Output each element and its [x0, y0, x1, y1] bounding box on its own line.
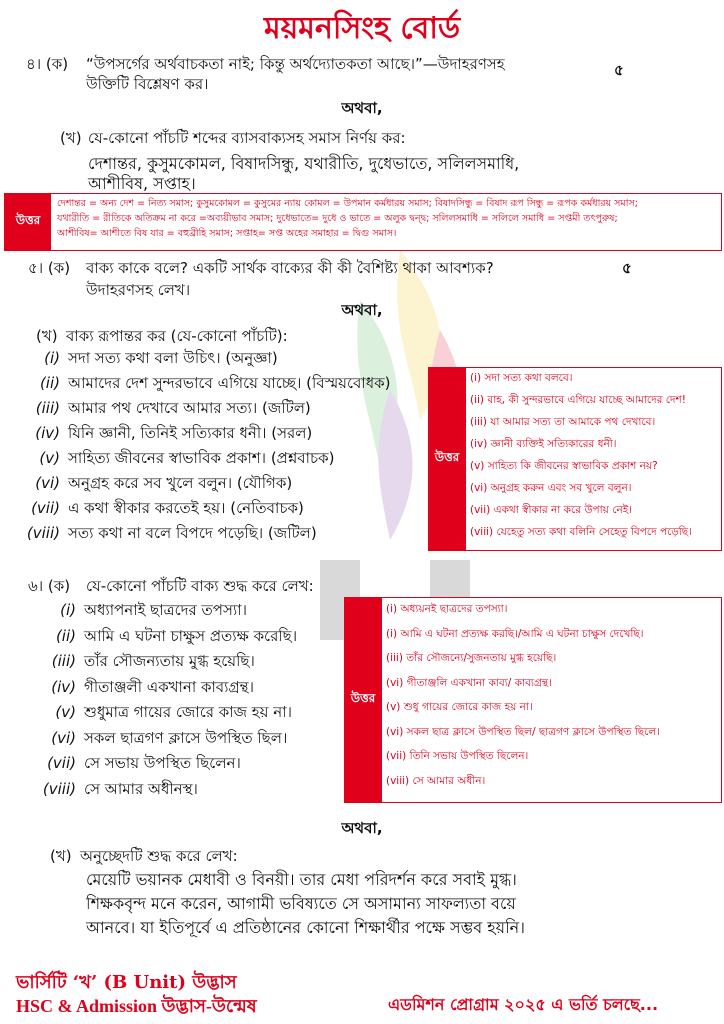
q4b-words-line2: আশীবিষ, সপ্তাহ।	[88, 174, 196, 193]
list-item	[24, 498, 434, 523]
answer-label: উত্তর	[345, 598, 381, 802]
list-item	[40, 677, 350, 703]
footer-varsity-label: ভার্সিটি ‘খ’ (B Unit) উদ্ভাস	[16, 972, 237, 993]
paragraph-line: শিক্ষকবৃন্দ মনে করেন, আগামী ভবিষ্যতে সে অসামান্য সাফল্যতা বয়ে	[86, 894, 516, 913]
q4a-text: “উপসর্গের অর্থবাচকতা নাই; কিন্তু অর্থদ্যোতকতা আছে।”—উদাহরণসহ উক্তিটি বিশ্লেষণ কর।	[86, 55, 505, 93]
answer-item: (iii) তাঁর সৌজন্যে/সুজনতায় মুগ্ধ হয়েছি।	[386, 652, 557, 664]
footer-hsc-label: HSC & Admission উদ্ভাস-উন্মেষ	[16, 996, 257, 1016]
answer-item: (vi) গীতাঞ্জলি একখানা কাব্য/ কাব্যগ্রন্থ।	[386, 676, 552, 689]
q5-answer-box	[428, 367, 722, 551]
q6b-number: (খ)	[50, 847, 72, 865]
answer-item: (ii) বাহ, কী সুন্দরভাবে এগিয়ে যাচ্ছে আমাদের দেশ!	[470, 394, 686, 406]
list-item	[40, 753, 350, 779]
answer-item: (iii) যা আমার সত্য তা আমাকে পথ দেখাবে।	[470, 416, 656, 428]
item-number: (vii)	[31, 499, 60, 517]
item-text: যিনি জ্ঞানী, তিনিই সত্যিকার ধনী। (সরল)	[68, 424, 313, 442]
answer-item: (v) শুধু গায়ের জোরে কাজ হয় না।	[386, 701, 533, 713]
item-number: (vii)	[47, 754, 76, 772]
or-label: অথবা,	[341, 99, 383, 117]
q6b-paragraph	[86, 868, 686, 940]
q6a-text: যে-কোনো পাঁচটি বাক্য শুদ্ধ করে লেখ:	[86, 577, 314, 595]
list-item	[24, 448, 434, 473]
item-number: (vi)	[51, 728, 76, 747]
q5b-text: বাক্য রূপান্তর কর (যে-কোনো পাঁচটি):	[66, 327, 288, 345]
item-number: (i)	[44, 349, 60, 367]
item-number: (viii)	[26, 524, 60, 542]
q4-answer-line: আশীবিষ= আশীতে বিষ যার = বহুব্রীহি সমাস; সপ্তাহ= সপ্ত অহের সমাহার = দ্বিগু সমাস।	[57, 228, 397, 239]
item-number: (v)	[39, 449, 60, 467]
item-number: (ii)	[55, 626, 76, 645]
item-text: সে আমার অধীনস্থ।	[84, 779, 198, 798]
paragraph-line: আনবে। যা ইতিপূর্বে এ প্রতিষ্ঠানের কোনো শিক্ষার্থীর পক্ষে সম্ভব হয়নি।	[86, 918, 525, 937]
q4-answer-box	[4, 193, 722, 251]
list-item	[40, 728, 350, 754]
answer-item: (vii) একথা স্বীকার না করে উপায় নেই।	[470, 504, 632, 516]
q6-items-list	[40, 600, 350, 804]
footer-admission-banner: এডমিশন প্রোগ্রাম ২০২৫ এ ভর্তি চলছে...	[388, 995, 659, 1014]
item-text: অধ্যাপনাই ছাত্রদের তপস্যা।	[84, 601, 247, 619]
q4b-words-line1: দেশান্তর, কুসুমকোমল, বিষাদসিন্ধু, যথারীতি, দুধেভাতে, সলিলসমাধি,	[88, 154, 520, 173]
item-text: আমার পথ দেখাবে আমার সত্য। (জটিল)	[68, 399, 311, 417]
item-number: (i)	[60, 601, 76, 619]
answer-item: (i) সদা সত্য কথা বলবে।	[470, 372, 573, 384]
or-label: অথবা,	[341, 301, 383, 319]
item-text: সাহিত্য জীবনের স্বাভাবিক প্রকাশ। (প্রশ্নবাচক)	[68, 449, 335, 467]
item-text: অনুগ্রহ করে সব খুলে বলুন। (যৌগিক)	[68, 474, 293, 492]
item-number: (iii)	[51, 652, 76, 670]
answer-item: (iv) জ্ঞানী ব্যক্তিই সত্যিকারের ধনী।	[470, 438, 617, 450]
q6-answer-box	[344, 597, 722, 803]
q6a-number: ৬। (ক)	[28, 577, 71, 595]
answer-item: (vi) সকল ছাত্র ক্লাসে উপস্থিত ছিল/ ছাত্রগণ ক্লাসে উপস্থিত ছিলে।	[386, 725, 660, 738]
answer-item: (viii) সে আমার অধীন।	[386, 774, 486, 787]
item-text: আমাদের দেশ সুন্দরভাবে এগিয়ে যাচ্ছে। (বিস্ময়বোধক)	[68, 374, 391, 392]
answer-item: (vi) অনুগ্রহ করুন এবং সব খুলে বলুন।	[470, 482, 632, 494]
item-text: সকল ছাত্রগণ ক্লাসে উপস্থিত ছিল।	[84, 728, 288, 747]
item-text: সত্য কথা না বলে বিপদে পড়েছি। (জটিল)	[68, 524, 317, 542]
q5-answer-list	[465, 368, 696, 550]
q5a-marks: ৫	[622, 259, 632, 277]
list-item	[40, 651, 350, 677]
paragraph-line: মেয়েটি ভয়ানক মেধাবী ও বিনয়ী। তার মেধা পরিদর্শন করে সবাই মুগ্ধ।	[86, 870, 517, 889]
answer-item: (v) সাহিত্য কি জীবনের স্বাভাবিক প্রকাশ নয়?	[470, 460, 658, 472]
item-text: তাঁর সৌজন্যতায় মুগ্ধ হয়েছি।	[84, 652, 255, 670]
item-number: (iv)	[35, 424, 60, 442]
item-number: (viii)	[42, 779, 76, 798]
item-text: আমি এ ঘটনা চাক্ষুস প্রত্যক্ষ করেছি।	[84, 626, 298, 645]
answer-label: উত্তর	[429, 368, 465, 550]
answer-item: (vii) তিনি সভায় উপস্থিত ছিলেন।	[386, 750, 529, 762]
item-text: গীতাঞ্জলী একখানা কাব্যগ্রন্থ।	[84, 677, 254, 696]
list-item	[24, 423, 434, 448]
q4-answer-line: দেশান্তর = অন্য দেশ = নিত্য সমাস; কুসুমকোমল = কুসুমের ন্যায় কোমল = উপমান কর্মধারয় সমাস; বিষাদসিন্ধু = বিষাদ রূপ সিন্ধু = রূপক কর্মধারয় সমাস;	[57, 198, 638, 209]
item-number: (iv)	[51, 677, 76, 696]
q4b-text: যে-কোনো পাঁচটি শব্দের ব্যাসবাক্যসহ সমাস নির্ণয় কর:	[88, 129, 406, 147]
item-number: (iii)	[35, 399, 60, 417]
list-item	[24, 348, 434, 373]
q4-answer-line: যথারীতি = রীতিকে অতিক্রম না করে =অব্যয়ীভাব সমাস; দুধেভাতে= দুধে ও ভাতে = অলুক দ্বন্দ্ব; সলিলসমাধি = সলিলে সমাধি = সপ্তমী তৎপুরুষ;	[57, 213, 618, 224]
board-title: ময়মনসিংহ বোর্ড	[263, 11, 461, 46]
answer-item: (viii) যেহেতু সত্য কথা বলিনি সেহেতু বিপদে পড়েছি।	[470, 526, 692, 538]
answer-label: উত্তর	[5, 194, 51, 250]
answer-item: (i) অধ্যয়নই ছাত্রদের তপস্যা।	[386, 603, 508, 615]
item-number: (ii)	[39, 374, 60, 392]
list-item	[40, 702, 350, 728]
list-item	[24, 473, 434, 498]
q5a-text-line1: বাক্য কাকে বলে? একটি সার্থক বাক্যের কী কী বৈশিষ্ট্য থাকা আবশ্যক?	[86, 259, 494, 277]
item-number: (vi)	[35, 474, 60, 492]
item-text: সে সভায় উপস্থিত ছিলেন।	[84, 754, 241, 772]
list-item	[24, 373, 434, 398]
q6-answer-list	[381, 598, 664, 802]
list-item	[40, 779, 350, 805]
list-item	[40, 600, 350, 626]
q4a-number: ৪। (ক)	[26, 55, 69, 73]
or-label: অথবা,	[341, 819, 383, 837]
q5a-text-line2: উদাহরণসহ লেখ।	[86, 281, 191, 299]
q4a-marks: ৫	[614, 61, 624, 79]
item-text: সদা সত্য কথা বলা উচিৎ। (অনুজ্ঞা)	[68, 349, 278, 367]
item-text: শুধুমাত্র গায়ের জোরে কাজ হয় না।	[84, 703, 292, 721]
item-number: (v)	[55, 703, 76, 721]
list-item	[40, 626, 350, 652]
q5a-number: ৫। (ক)	[28, 259, 71, 277]
list-item	[24, 398, 434, 423]
q6b-text: অনুচ্ছেদটি শুদ্ধ করে লেখ:	[80, 847, 238, 865]
item-text: এ কথা স্বীকার করতেই হয়। (নেতিবাচক)	[68, 499, 304, 517]
answer-item: (i) আমি এ ঘটনা প্রত্যক্ষ করছি।/আমি এ ঘটনা চাক্ষুস দেখেছি।	[386, 627, 644, 640]
q5b-number: (খ)	[36, 327, 58, 345]
q5-items-list	[24, 348, 434, 548]
q4-answer-text	[51, 194, 644, 250]
q4b-number: (খ)	[60, 129, 82, 147]
list-item	[24, 523, 434, 548]
